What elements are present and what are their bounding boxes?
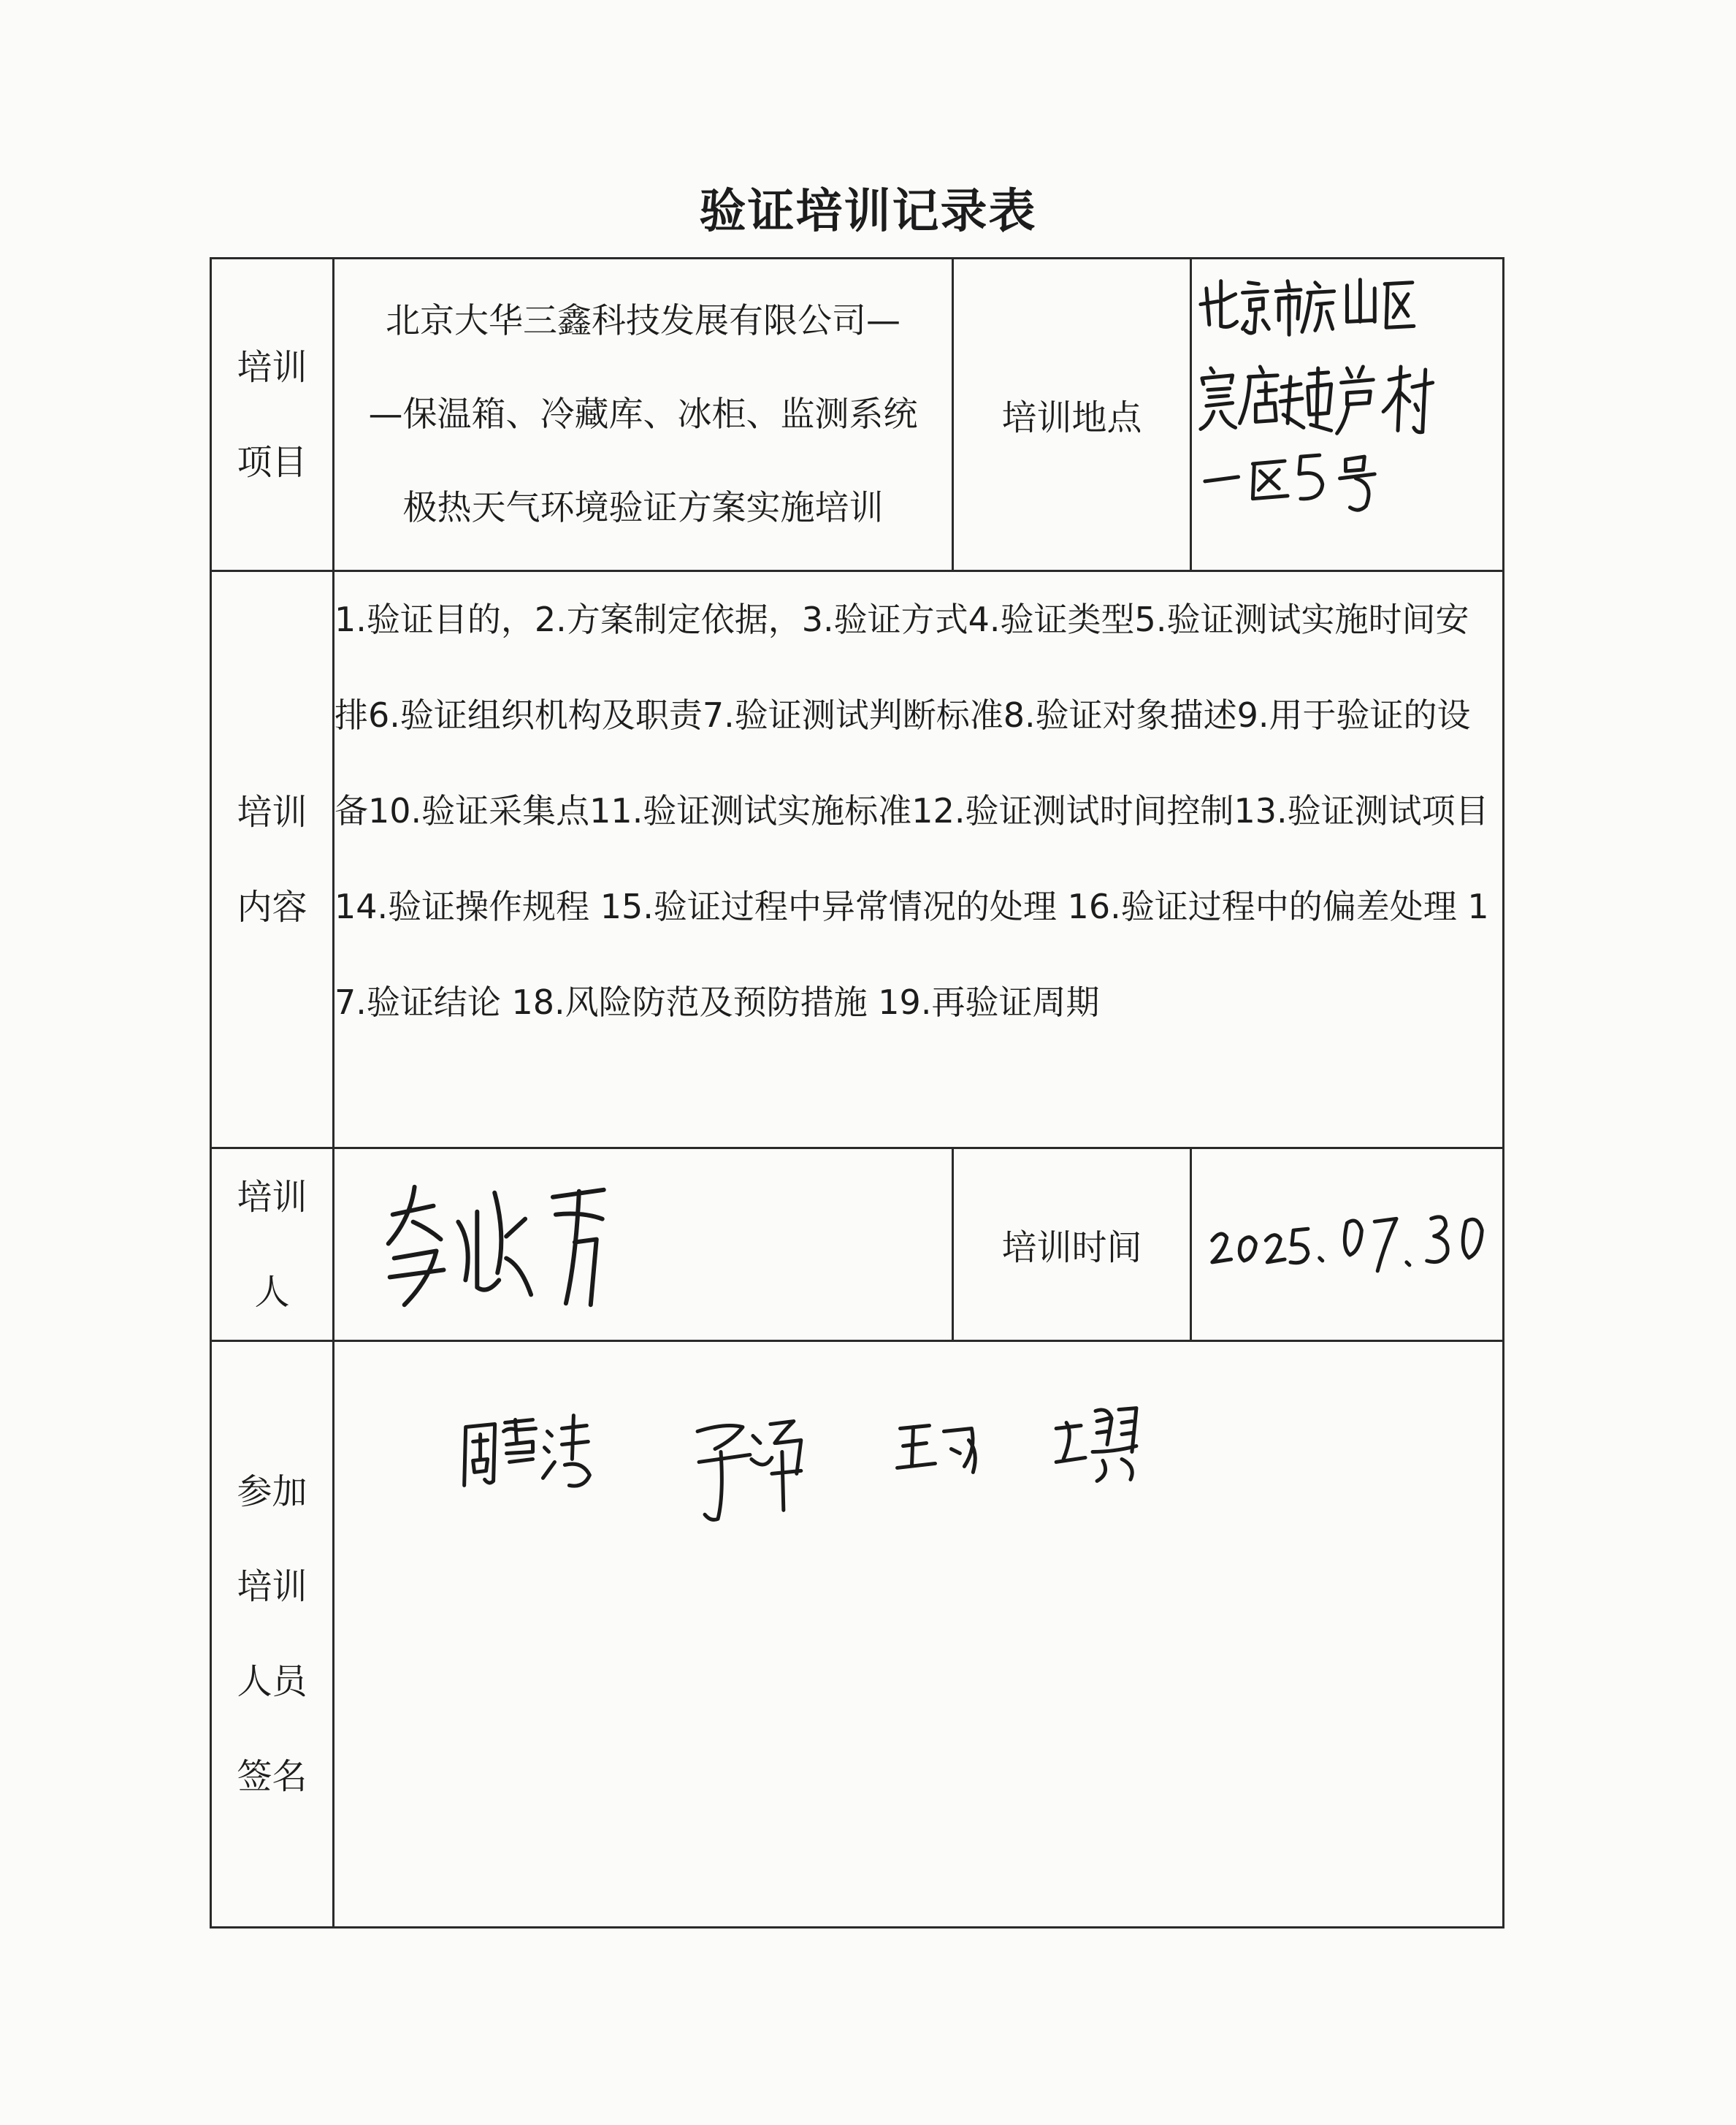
content-value: 1.验证目的，2.方案制定依据，3.验证方式4.验证类型5.验证测试实施时间安排6.验证组织机构及职责7.验证测试判断标准8.验证对象描述9.用于验证的设备10.验证采集点11.验证测试实施标准12.验证测试时间控制13.验证测试项目 14.验证操作规程 15.验证过程中异常情况的处理 16.验证过程中的偏差处理 17.验证结论 18.风险防范及预防措施 19.再验证周期 [334, 571, 1504, 1148]
time-handwritten [1191, 1148, 1504, 1341]
project-label-line-2: 项目 [237, 441, 307, 483]
attendees-label-line-2: 培训 [237, 1566, 307, 1608]
project-line-2: —保温箱、冷藏库、冰柜、监测系统 [368, 394, 918, 435]
trainer-signature [334, 1148, 953, 1341]
attendees-label-line-1: 参加 [237, 1471, 307, 1513]
trainer-label-line-2: 人 [254, 1271, 290, 1313]
trainer-signature-handwriting [334, 1149, 952, 1340]
training-record-table [210, 257, 1504, 1928]
attendees-label-line-4: 签名 [237, 1756, 307, 1798]
attendees-label-cell [211, 1341, 334, 1928]
attendees-signatures [334, 1341, 1504, 1928]
content-label-line-1: 培训 [237, 791, 307, 833]
project-line-3: 极热天气环境验证方案实施培训 [402, 487, 884, 528]
time-label: 培训时间 [953, 1148, 1191, 1341]
trainer-label-line-1: 培训 [237, 1176, 307, 1218]
form-title: 验证培训记录表 [699, 185, 1037, 239]
project-label-line-1: 培训 [237, 346, 307, 388]
trainer-label-cell [211, 1148, 334, 1341]
content-label-cell [211, 571, 334, 1148]
time-handwriting [1192, 1149, 1502, 1339]
attendees-label-line-3: 人员 [237, 1661, 307, 1703]
location-handwriting [1192, 259, 1502, 570]
location-label: 培训地点 [953, 259, 1191, 571]
project-label-cell [211, 259, 334, 571]
content-label-line-2: 内容 [237, 886, 307, 928]
attendees-handwriting [334, 1342, 1502, 1926]
location-handwritten [1191, 259, 1504, 571]
project-line-1: 北京大华三鑫科技发展有限公司— [386, 300, 900, 341]
project-value-cell [334, 259, 953, 571]
